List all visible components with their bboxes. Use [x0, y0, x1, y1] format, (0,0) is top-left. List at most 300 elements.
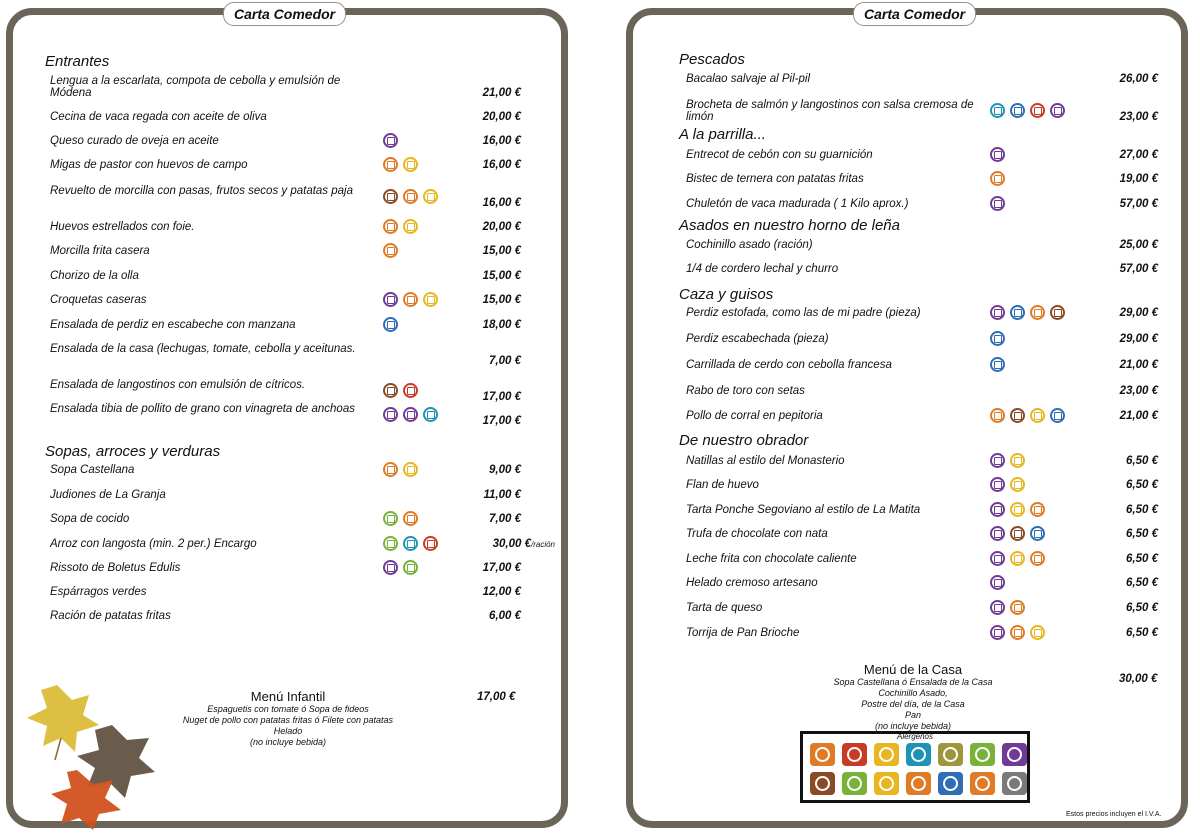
allergen-orange-icon — [383, 243, 398, 258]
dish-row — [50, 319, 370, 331]
dish-name: Bistec de ternera con patatas fritas — [686, 173, 864, 185]
allergen-icons — [990, 453, 1025, 468]
allergen-legend-icon — [906, 743, 931, 766]
allergen-yellow-icon — [1010, 502, 1025, 517]
allergen-orange-icon — [1010, 600, 1025, 615]
dish-row — [686, 99, 986, 123]
allergen-blue-icon — [1050, 408, 1065, 423]
dish-name: Tarta Ponche Segoviano al estilo de La Matita — [686, 504, 921, 516]
category-title: Entrantes — [45, 53, 110, 70]
price-value: 7,00 € — [489, 355, 521, 367]
allergen-orange-icon — [1030, 551, 1045, 566]
price-value: 11,00 € — [483, 489, 521, 501]
allergen-green-icon — [383, 536, 398, 551]
price-value: 6,00 € — [489, 610, 521, 622]
allergen-purple-icon — [990, 477, 1005, 492]
allergen-yellow-icon — [423, 292, 438, 307]
dish-name: Cecina de vaca regada con aceite de oliva — [50, 111, 267, 123]
category-title: Asados en nuestro horno de leña — [679, 217, 900, 234]
dish-price — [483, 586, 521, 598]
allergen-teal-icon — [403, 536, 418, 551]
price-value: 57,00 € — [1119, 263, 1158, 275]
allergen-legend-icon — [970, 772, 995, 795]
dish-price — [1120, 307, 1158, 319]
dish-price — [483, 270, 521, 282]
allergen-purple-icon — [990, 600, 1005, 615]
dish-name: Perdiz estofada, como las de mi padre (pieza) — [686, 307, 921, 319]
dish-price — [483, 111, 521, 123]
allergen-icons — [990, 526, 1045, 541]
price-value: 25,00 € — [1119, 239, 1158, 251]
allergen-icons — [990, 408, 1065, 423]
price-value: 6,50 € — [1126, 577, 1158, 589]
allergen-purple-icon — [990, 305, 1005, 320]
dish-name: Cochinillo asado (ración) — [686, 239, 813, 251]
dish-row — [686, 602, 986, 614]
dish-price — [483, 391, 521, 403]
allergen-yellow-icon — [403, 157, 418, 172]
allergen-purple-icon — [1050, 103, 1065, 118]
allergen-teal-icon — [990, 103, 1005, 118]
allergen-blue-icon — [990, 331, 1005, 346]
dish-row — [50, 403, 370, 415]
dish-price — [1120, 149, 1158, 161]
allergen-icons — [383, 243, 398, 258]
allergen-brown-icon — [1010, 526, 1025, 541]
allergen-blue-icon — [383, 317, 398, 332]
allergen-blue-icon — [1010, 103, 1025, 118]
allergen-icons — [990, 196, 1005, 211]
dish-row — [50, 135, 370, 147]
allergen-orange-icon — [990, 171, 1005, 186]
price-value: 23,00 € — [1119, 111, 1158, 123]
allergen-icons — [990, 331, 1005, 346]
dish-name: Flan de huevo — [686, 479, 759, 491]
allergen-legend-icon — [938, 743, 963, 766]
allergen-icons — [383, 219, 418, 234]
allergen-legend-icon — [874, 743, 899, 766]
dish-name: Torrija de Pan Brioche — [686, 627, 800, 639]
dish-price — [483, 562, 521, 574]
allergen-yellow-icon — [1030, 625, 1045, 640]
allergen-purple-icon — [403, 407, 418, 422]
dish-row — [686, 263, 986, 275]
kids-menu-line: (no incluye bebida) — [249, 737, 327, 747]
dish-name: Pollo de corral en pepitoria — [686, 410, 823, 422]
dish-name: Chuletón de vaca madurada ( 1 Kilo aprox.) — [686, 198, 909, 210]
kids-menu-line: Espaguetis con tomate ó Sopa de fideos — [207, 704, 369, 714]
price-value: 29,00 € — [1119, 307, 1158, 319]
house-menu — [803, 662, 1023, 732]
dish-name: Bacalao salvaje al Pil-pil — [686, 73, 811, 85]
dish-name: Huevos estrellados con foie. — [50, 221, 195, 233]
kids-menu-title: Menú Infantil — [250, 689, 326, 704]
price-value: 15,00 € — [482, 270, 521, 282]
allergen-icons — [383, 157, 418, 172]
allergen-purple-icon — [383, 292, 398, 307]
allergen-icons — [383, 189, 438, 204]
allergens-grid — [810, 743, 1027, 795]
price-value: 19,00 € — [1119, 173, 1158, 185]
price-value: 6,50 € — [1126, 553, 1158, 565]
dish-name: Perdiz escabechada (pieza) — [686, 333, 829, 345]
dish-row — [686, 479, 986, 491]
allergen-brown-icon — [383, 189, 398, 204]
dish-price — [483, 489, 521, 501]
dish-row — [50, 159, 370, 171]
price-value: 20,00 € — [482, 221, 521, 233]
dish-row — [686, 504, 986, 516]
price-value: 17,00 € — [482, 391, 521, 403]
price-value: 9,00 € — [489, 464, 521, 476]
dish-row — [50, 586, 370, 598]
allergen-orange-icon — [383, 157, 398, 172]
allergen-purple-icon — [990, 526, 1005, 541]
kids-menu-line: Helado — [273, 726, 303, 736]
dish-name: Migas de pastor con huevos de campo — [50, 159, 248, 171]
house-menu-title: Menú de la Casa — [863, 662, 963, 677]
allergen-icons — [383, 462, 418, 477]
allergen-legend-icon — [810, 743, 835, 766]
dish-name: Helado cremoso artesano — [686, 577, 818, 589]
allergen-legend-icon — [1002, 743, 1027, 766]
dish-row — [686, 528, 986, 540]
dish-price — [489, 610, 521, 622]
allergen-legend-icon — [842, 743, 867, 766]
allergen-purple-icon — [990, 502, 1005, 517]
allergen-yellow-icon — [423, 189, 438, 204]
house-menu-line: Sopa Castellana ó Ensalada de la Casa — [833, 677, 993, 687]
allergen-icons — [383, 383, 418, 398]
price-value: 12,00 € — [482, 586, 521, 598]
price-value: 6,50 € — [1126, 504, 1158, 516]
allergen-legend-icon — [874, 772, 899, 795]
category-title: De nuestro obrador — [679, 432, 809, 449]
dish-row — [686, 198, 986, 210]
dish-row — [50, 562, 370, 574]
price-value: 7,00 € — [489, 513, 521, 525]
dish-price — [483, 245, 521, 257]
house-menu-line: (no incluye bebida) — [874, 721, 952, 731]
price-value: 6,50 € — [1126, 602, 1158, 614]
dish-row — [50, 111, 370, 123]
dish-name: Leche frita con chocolate caliente — [686, 553, 857, 565]
price-value: 6,50 € — [1126, 455, 1158, 467]
dish-row — [50, 343, 370, 355]
allergen-brown-icon — [1050, 305, 1065, 320]
allergen-red-icon — [403, 383, 418, 398]
dish-price — [483, 87, 521, 99]
price-value: 23,00 € — [1119, 385, 1158, 397]
allergen-orange-icon — [403, 511, 418, 526]
dish-row — [50, 221, 370, 233]
allergen-icons — [383, 536, 438, 551]
category-title: Caza y guisos — [679, 286, 774, 303]
allergen-orange-icon — [1030, 502, 1045, 517]
allergen-legend-icon — [970, 743, 995, 766]
dish-name: Brocheta de salmón y langostinos con salsa cremosa de limón — [686, 99, 974, 123]
allergen-green-icon — [383, 511, 398, 526]
dish-row — [686, 455, 986, 467]
dish-row — [50, 513, 370, 525]
allergen-icons — [383, 560, 418, 575]
allergen-icons — [990, 357, 1005, 372]
allergen-yellow-icon — [1010, 477, 1025, 492]
dish-price — [1120, 359, 1158, 371]
price-value: 18,00 € — [482, 319, 521, 331]
price-value: 26,00 € — [1119, 73, 1158, 85]
dish-name: Rissoto de Boletus Edulis — [50, 562, 181, 574]
dish-price — [1126, 577, 1158, 589]
dish-price — [493, 538, 555, 550]
dish-price — [483, 221, 521, 233]
allergen-icons — [990, 103, 1065, 118]
dish-name: Queso curado de oveja en aceite — [50, 135, 219, 147]
price-value: 21,00 € — [1119, 410, 1158, 422]
allergen-yellow-icon — [1010, 453, 1025, 468]
allergen-legend-icon — [810, 772, 835, 795]
dish-row — [686, 577, 986, 589]
dish-name: Tarta de queso — [686, 602, 763, 614]
allergen-yellow-icon — [1030, 408, 1045, 423]
dish-name: Arroz con langosta (min. 2 per.) Encargo — [50, 538, 257, 550]
vat-note: Estos precios incluyen el I.V.A. — [1066, 811, 1162, 818]
dish-name: Carrillada de cerdo con cebolla francesa — [686, 359, 892, 371]
dish-row — [50, 489, 370, 501]
kids-menu-line: Nuget de pollo con patatas fritas ó Filete con patatas — [182, 715, 394, 725]
allergen-orange-icon — [1030, 305, 1045, 320]
dish-row — [686, 359, 986, 371]
dish-price — [489, 513, 521, 525]
dish-row — [686, 385, 986, 397]
dish-name: Ensalada de langostinos con emulsión de cítricos. — [50, 379, 306, 391]
allergen-icons — [990, 551, 1045, 566]
dish-row — [50, 245, 370, 257]
dish-price — [1120, 111, 1158, 123]
dish-row — [686, 149, 986, 161]
dish-price — [1126, 627, 1158, 639]
dish-price — [1120, 410, 1158, 422]
dish-row — [686, 553, 986, 565]
allergen-icons — [383, 511, 418, 526]
allergen-icons — [990, 171, 1005, 186]
dish-row — [50, 610, 370, 622]
price-value: 16,00 € — [482, 135, 521, 147]
allergen-purple-icon — [990, 551, 1005, 566]
allergen-orange-icon — [403, 292, 418, 307]
dish-row — [50, 379, 370, 391]
price-value: 15,00 € — [482, 245, 521, 257]
allergen-icons — [990, 147, 1005, 162]
house-menu-price: 30,00 € — [1119, 673, 1158, 685]
dish-name: Revuelto de morcilla con pasas, frutos secos y patatas paja — [50, 185, 353, 197]
dish-name: Croquetas caseras — [50, 294, 147, 306]
price-value: 21,00 € — [1119, 359, 1158, 371]
dish-row — [50, 75, 370, 99]
allergen-orange-icon — [990, 408, 1005, 423]
allergen-blue-icon — [1010, 305, 1025, 320]
price-value: 16,00 € — [482, 197, 521, 209]
house-menu-line: Postre del día, de la Casa — [861, 699, 965, 709]
allergen-icons — [383, 407, 438, 422]
price-value: 27,00 € — [1119, 149, 1158, 161]
dish-price — [1126, 479, 1158, 491]
dish-row — [50, 294, 370, 306]
dish-price — [1120, 198, 1158, 210]
dish-name: Sopa de cocido — [50, 513, 130, 525]
kids-menu-price: 17,00 € — [477, 691, 516, 703]
price-value: 30,00 € — [492, 538, 531, 550]
dish-name: Sopa Castellana — [50, 464, 135, 476]
dish-price — [1126, 553, 1158, 565]
allergens-legend-title: Alérgenos — [896, 732, 934, 741]
dish-price — [1120, 173, 1158, 185]
price-value: 16,00 € — [482, 159, 521, 171]
price-unit: /ración — [530, 540, 555, 549]
dish-price — [1126, 528, 1158, 540]
page-tab-title: Carta Comedor — [223, 2, 346, 26]
dish-row — [50, 538, 370, 550]
dish-price — [1120, 73, 1158, 85]
allergen-orange-icon — [403, 189, 418, 204]
house-menu-line: Pan — [904, 710, 921, 720]
allergen-icons — [383, 317, 398, 332]
allergen-brown-icon — [1010, 408, 1025, 423]
dish-price — [483, 197, 521, 209]
dish-row — [686, 307, 986, 319]
dish-price — [483, 294, 521, 306]
dish-price — [483, 135, 521, 147]
allergen-icons — [383, 133, 398, 148]
page-tab-title: Carta Comedor — [853, 2, 976, 26]
dish-name: Morcilla frita casera — [50, 245, 150, 257]
allergen-yellow-icon — [403, 219, 418, 234]
allergen-icons — [990, 575, 1005, 590]
allergens-legend — [800, 731, 1030, 803]
dish-row — [50, 270, 370, 282]
price-value: 29,00 € — [1119, 333, 1158, 345]
yellow-leaf — [27, 685, 99, 752]
dish-row — [686, 173, 986, 185]
dish-price — [1120, 333, 1158, 345]
allergen-orange-icon — [383, 219, 398, 234]
allergen-icons — [990, 305, 1065, 320]
allergen-red-icon — [423, 536, 438, 551]
dish-row — [686, 410, 986, 422]
dish-price — [483, 159, 521, 171]
allergen-icons — [383, 292, 438, 307]
allergen-legend-icon — [938, 772, 963, 795]
dish-name: Lengua a la escarlata, compota de cebolla y emulsión de Módena — [50, 75, 341, 99]
allergen-purple-icon — [990, 625, 1005, 640]
autumn-leaves-illustration — [17, 680, 167, 830]
dish-price — [1120, 385, 1158, 397]
allergen-blue-icon — [1030, 526, 1045, 541]
dish-price — [1126, 504, 1158, 516]
dish-name: Ensalada de la casa (lechugas, tomate, cebolla y aceitunas. — [50, 343, 356, 355]
allergen-purple-icon — [990, 453, 1005, 468]
allergen-icons — [990, 600, 1025, 615]
price-value: 17,00 € — [482, 415, 521, 427]
price-value: 17,00 € — [482, 562, 521, 574]
dish-name: Natillas al estilo del Monasterio — [686, 455, 845, 467]
allergen-icons — [990, 477, 1025, 492]
dish-name: Rabo de toro con setas — [686, 385, 805, 397]
kids-menu — [153, 689, 423, 748]
dish-price — [483, 415, 521, 427]
dish-price — [1120, 263, 1158, 275]
dish-name: Ensalada de perdiz en escabeche con manzana — [50, 319, 296, 331]
price-value: 6,50 € — [1126, 627, 1158, 639]
price-value: 15,00 € — [482, 294, 521, 306]
allergen-red-icon — [1030, 103, 1045, 118]
dish-price — [1126, 455, 1158, 467]
allergen-yellow-icon — [403, 462, 418, 477]
dish-row — [686, 627, 986, 639]
allergen-purple-icon — [990, 147, 1005, 162]
allergen-purple-icon — [990, 196, 1005, 211]
dish-price — [1126, 602, 1158, 614]
price-value: 6,50 € — [1126, 528, 1158, 540]
dish-price — [1120, 239, 1158, 251]
dish-name: 1/4 de cordero lechal y churro — [686, 263, 839, 275]
allergen-purple-icon — [383, 407, 398, 422]
dish-row — [686, 239, 986, 251]
allergen-green-icon — [403, 560, 418, 575]
dish-name: Entrecot de cebón con su guarnición — [686, 149, 873, 161]
menu-page-right — [626, 8, 1188, 828]
allergen-orange-icon — [383, 462, 398, 477]
price-value: 21,00 € — [482, 87, 521, 99]
dish-price — [489, 355, 521, 367]
dish-name: Ración de patatas fritas — [50, 610, 171, 622]
category-title: Sopas, arroces y verduras — [45, 443, 221, 460]
dish-name: Trufa de chocolate con nata — [686, 528, 828, 540]
dish-name: Chorizo de la olla — [50, 270, 139, 282]
allergen-blue-icon — [990, 357, 1005, 372]
dish-name: Judiones de La Granja — [50, 489, 166, 501]
dish-row — [50, 185, 370, 197]
allergen-brown-icon — [383, 383, 398, 398]
price-value: 20,00 € — [482, 111, 521, 123]
category-title: Pescados — [679, 51, 745, 68]
allergen-yellow-icon — [1010, 551, 1025, 566]
allergen-purple-icon — [990, 575, 1005, 590]
category-title: A la parrilla... — [679, 126, 766, 143]
dish-row — [686, 73, 986, 85]
allergen-legend-icon — [842, 772, 867, 795]
allergen-purple-icon — [383, 133, 398, 148]
price-value: 57,00 € — [1119, 198, 1158, 210]
menu-page-left — [6, 8, 568, 828]
leaf-stem — [55, 738, 61, 760]
dish-price — [489, 464, 521, 476]
allergen-legend-icon — [906, 772, 931, 795]
allergen-orange-icon — [1010, 625, 1025, 640]
dish-row — [686, 333, 986, 345]
dish-price — [483, 319, 521, 331]
allergen-teal-icon — [423, 407, 438, 422]
allergen-icons — [990, 502, 1045, 517]
allergen-purple-icon — [383, 560, 398, 575]
dish-name: Espárragos verdes — [50, 586, 147, 598]
allergen-icons — [990, 625, 1045, 640]
price-value: 6,50 € — [1126, 479, 1158, 491]
dish-row — [50, 464, 370, 476]
dish-name: Ensalada tibia de pollito de grano con vinagreta de anchoas — [50, 403, 355, 415]
allergen-legend-icon — [1002, 772, 1027, 795]
house-menu-line: Cochinillo Asado, — [878, 688, 948, 698]
